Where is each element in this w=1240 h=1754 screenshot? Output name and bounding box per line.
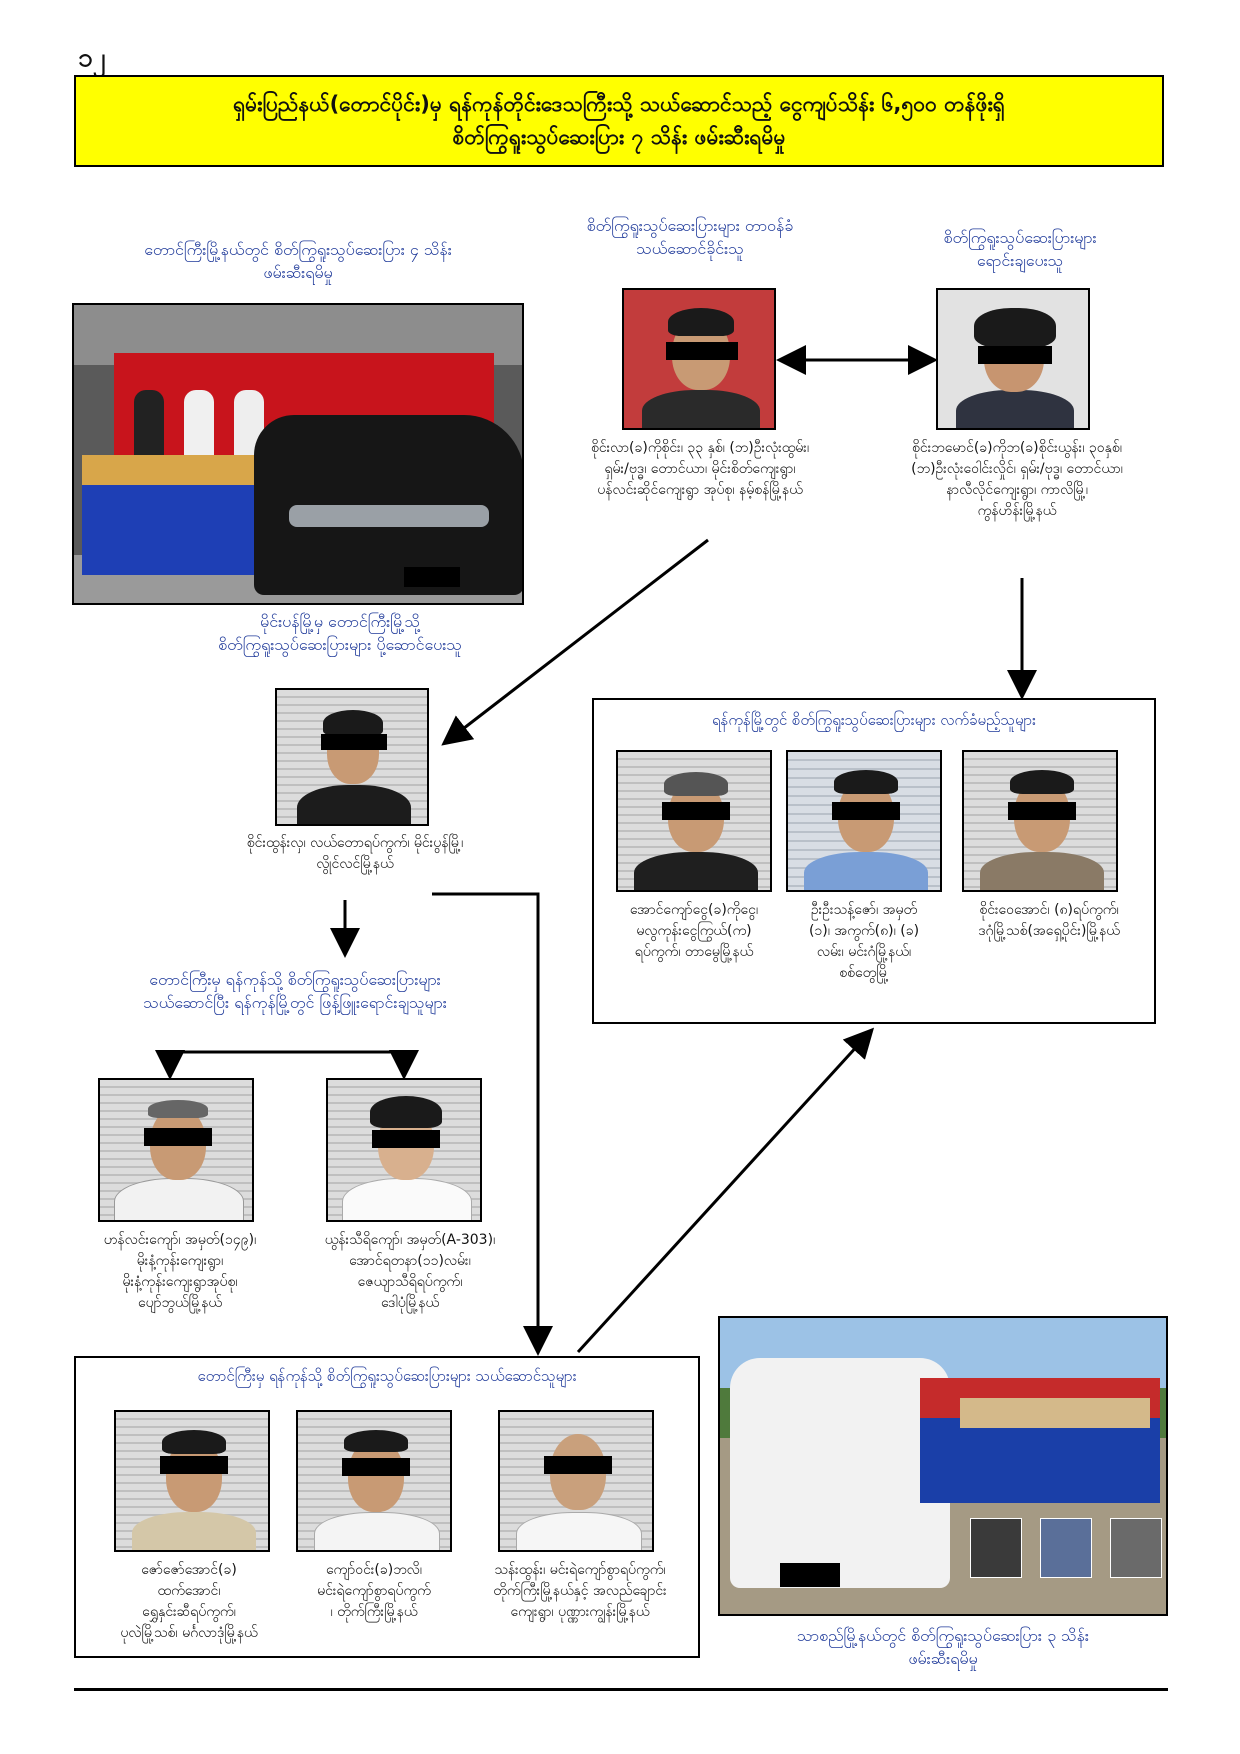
distributor-2-description: ယွန်းသီရိကျော်၊ အမှတ်(A-303)၊ အောင်ရတနာ(၁၁)လမ်း၊ ဇေယျာသီရိရပ်ကွက်၊ ဒေါပုံမြို့နယ်: [324, 1232, 496, 1311]
receiver-1-description: အောင်ကျော်ငွေ(ခ)ကိုငွေ၊ မလွကုန်းငွေကြွယ်(က) ရပ်ကွက်၊ တာမွေမြို့နယ်: [629, 902, 759, 960]
arrow-carriers-receivers: [578, 1032, 870, 1352]
receiver-3-description: စိုင်းဝေအောင်၊ (၈)ရပ်ကွက်၊ ဒဂုံမြို့သစ်(အရှေ့ပိုင်း)မြို့နယ်: [978, 902, 1120, 939]
arrow-financier-transporter: [446, 540, 708, 742]
page-number: ၁၂: [78, 43, 106, 73]
taunggyi-seizure-caption: တောင်ကြီးမြို့နယ်တွင် စိတ်ကြွရူးသွပ်ဆေးပြား ၄ သိန်း ဖမ်းဆီးရမိမှု: [144, 240, 452, 283]
carrier-2-description: ကျော်ဝင်း(ခ)ဘလိ၊ မင်းရဲကျော်စွာရပ်ကွက် ၊ တိုက်ကြီးမြို့နယ်: [317, 1562, 431, 1620]
arrow-transporter-carriers: [432, 894, 538, 1350]
carriers-heading: တောင်ကြီးမှ ရန်ကုန်သို့ စိတ်ကြွရူးသွပ်ဆေးပြားများ သယ်ဆောင်သူများ: [197, 1367, 577, 1385]
transporter-description: စိုင်းထွန်းလှ၊ လယ်တောရပ်ကွက်၊ မိုင်းပွန်မြို့၊ လွိုင်လင်မြို့နယ်: [246, 835, 464, 872]
carrier-1-description: ဇော်ဇော်အောင်(ခ) ထက်အောင်၊ ရွှေနှင်းဆီရပ်ကွက်၊ ပုလဲမြို့သစ်၊ မင်္ဂလာဒုံမြို့နယ်: [120, 1562, 258, 1641]
receiver-2-description: ဦးဦးသန့်ဇော်၊ အမှတ် (၁)၊ အကွက်(၈)၊ (ခ) လမ်း၊ မင်းဂံမြို့နယ်၊ စစ်တွေမြို့: [808, 902, 920, 981]
title-line-2: စိတ်ကြွရူးသွပ်ဆေးပြား ၇ သိန်း ဖမ်းဆီးရမိမှု: [452, 125, 786, 149]
distributor-1-description: ဟန်လင်းကျော်၊ အမှတ်(၁၄၉)၊ မိုးနံ့ကုန်းကျေးရွာ၊ မိုးနံ့ကုန်းကျေးရွာအုပ်စု၊ ပျော်ဘွယ်မြို့နယ်: [103, 1232, 257, 1311]
seller-heading: စိတ်ကြွရူးသွပ်ဆေးပြားများ ရောင်းချပေးသူ: [943, 228, 1097, 271]
title-line-1: ရှမ်းပြည်နယ်(တောင်ပိုင်း)မှ ရန်ကုန်တိုင်းဒေသကြီးသို့ သယ်ဆောင်သည့် ငွေကျပ်သိန်း ၆,၅၀၀ တန်ဖိုးရှိ: [233, 92, 1005, 117]
seller-description: စိုင်းဘမောင်(ခ)ကိုဘ(ခ)စိုင်းယွန်း၊ ၃၀နှစ်၊ (ဘ)ဦးလုံးဝေါင်းလှိုင်၊ ရှမ်း/ဗုဒ္ဓ၊ တောင်ယာ၊ နာလီလိုင်ကျေးရွာ၊ ကာလိမြို့၊ ကွန်ဟိန်းမြို့နယ်: [911, 440, 1123, 519]
carrier-3-description: သန်းထွန်း၊ မင်းရဲကျော်စွာရပ်ကွက်၊ တိုက်ကြီးမြို့နယ်နှင့် အလည်ချောင်း ကျေးရွာ၊ ပုဏ္ဏားကျွန်းမြို့နယ်: [493, 1562, 667, 1620]
thazi-seizure-caption: သာစည်မြို့နယ်တွင် စိတ်ကြွရူးသွပ်ဆေးပြား ၃ သိန်း ဖမ်းဆီးရမိမှု: [797, 1626, 1089, 1669]
financier-heading: စိတ်ကြွရူးသွပ်ဆေးပြားများ တာဝန်ခံ သယ်ဆောင်ခိုင်းသူ: [586, 216, 794, 259]
financier-description: စိုင်းလာ(ခ)ကိုစိုင်း၊ ၃၃ နှစ်၊ (ဘ)ဦးလုံးထွမ်း၊ ရှမ်း/ဗုဒ္ဓ၊ တောင်ယာ၊ မိုင်းစိတ်ကျေးရွာ၊ ပန်လင်းဆိုင်ကျေးရွာ အုပ်စု၊ နမ့်စန်မြို့နယ်: [590, 440, 810, 498]
arrow-distributors-split: [170, 1052, 404, 1070]
distributors-heading: တောင်ကြီးမှ ရန်ကုန်သို့ စိတ်ကြွရူးသွပ်ဆေးပြားများ သယ်ဆောင်ပြီး ရန်ကုန်မြို့တွင် ဖြန့်ဖြူးရောင်းချသူများ: [143, 970, 447, 1013]
transporter-heading: မိုင်းပန်မြို့မှ တောင်ကြီးမြို့သို့ စိတ်ကြွရူးသွပ်ဆေးပြားများ ပို့ဆောင်ပေးသူ: [218, 612, 462, 655]
yangon-receivers-heading: ရန်ကုန်မြို့တွင် စိတ်ကြွရူးသွပ်ဆေးပြားများ လက်ခံမည့်သူများ: [712, 711, 1036, 729]
